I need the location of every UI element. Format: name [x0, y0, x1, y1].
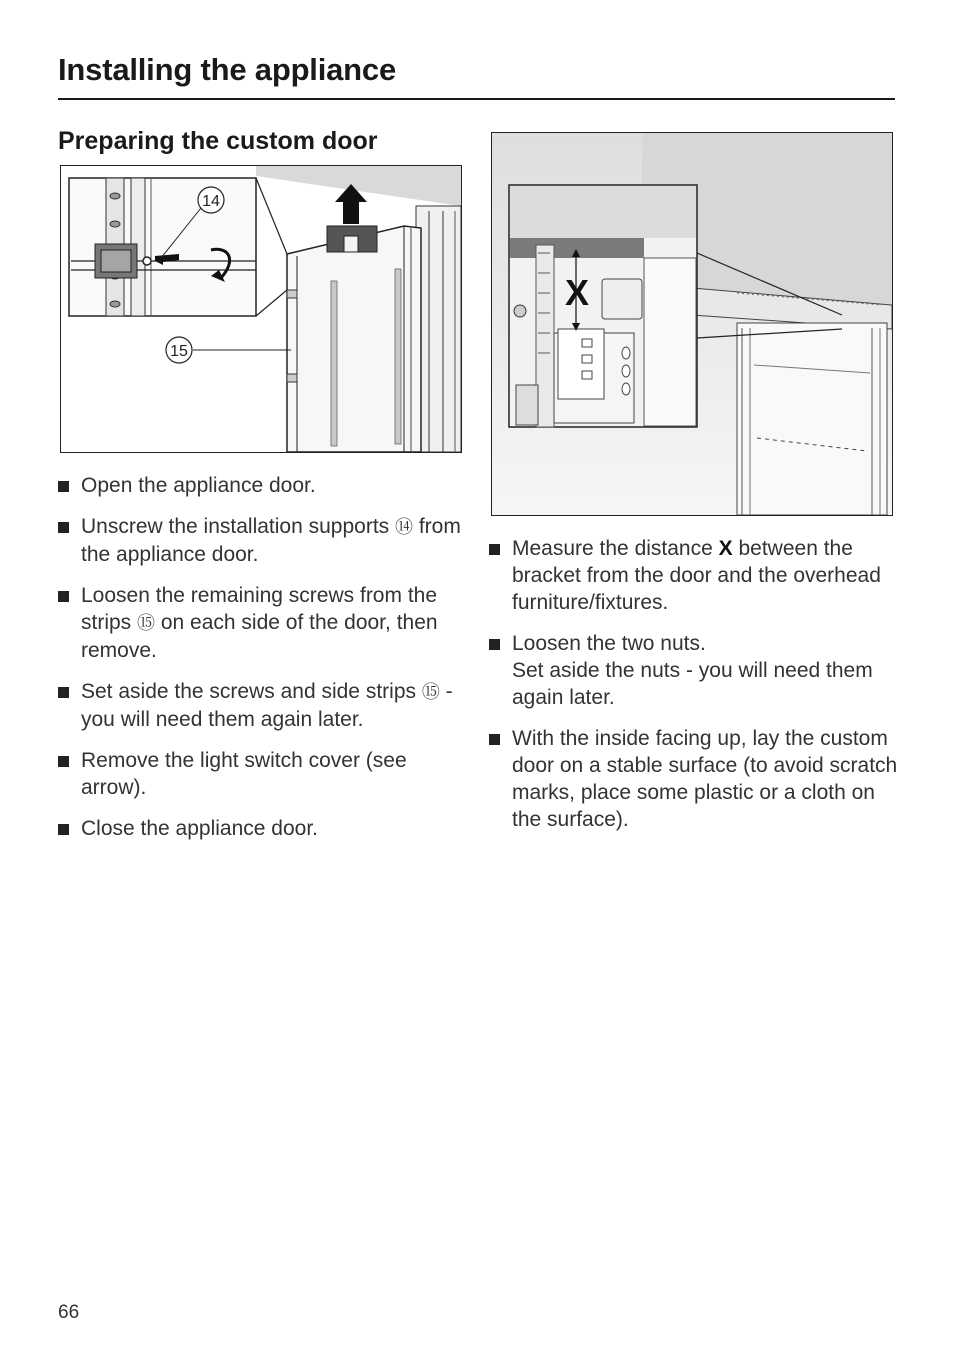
reference-15: ⑮ [137, 613, 156, 634]
list-item: Measure the distance X between the bracket from the door and the overhead furniture/fixtures. [489, 535, 899, 616]
reference-15: ⑮ [421, 682, 440, 703]
list-item: Loosen the remaining screws from the strips ⑮ on each side of the door, then remove. [58, 582, 468, 664]
bullet-icon [58, 824, 69, 835]
bullet-icon [489, 544, 500, 555]
figure-remove-supports [60, 165, 462, 453]
bullet-icon [58, 756, 69, 767]
bullet-icon [489, 734, 500, 745]
list-item: Unscrew the installation supports ⑭ from the appliance door. [58, 513, 468, 568]
illustration-measure-x [492, 133, 892, 515]
list-item: Close the appliance door. [58, 815, 468, 842]
bullet-icon [58, 522, 69, 533]
list-item: Loosen the two nuts. Set aside the nuts - you will need them again later. [489, 630, 899, 711]
list-item: With the inside facing up, lay the custom door on a stable surface (to avoid scratch marks, place some plastic or a cloth on the surface). [489, 725, 899, 833]
title-divider [58, 98, 895, 100]
page-title: Installing the appliance [58, 52, 396, 87]
callout-15: 15 [170, 343, 188, 360]
section-title: Preparing the custom door [58, 127, 378, 155]
distance-x-label: X [718, 537, 733, 560]
label-x: X [564, 272, 590, 313]
page-number: 66 [58, 1302, 80, 1323]
illustration-appliance-door [61, 166, 461, 452]
bullet-icon [58, 591, 69, 602]
callout-14: 14 [202, 193, 220, 210]
step-list-right [489, 535, 899, 847]
figure-measure-distance [491, 132, 893, 516]
bullet-icon [489, 639, 500, 650]
list-item: Remove the light switch cover (see arrow). [58, 747, 468, 801]
bullet-icon [58, 481, 69, 492]
list-item: Set aside the screws and side strips ⑮ - you will need them again later. [58, 678, 468, 733]
list-item: Open the appliance door. [58, 472, 468, 499]
bullet-icon [58, 687, 69, 698]
reference-14: ⑭ [395, 517, 413, 538]
step-list-left [58, 472, 468, 856]
